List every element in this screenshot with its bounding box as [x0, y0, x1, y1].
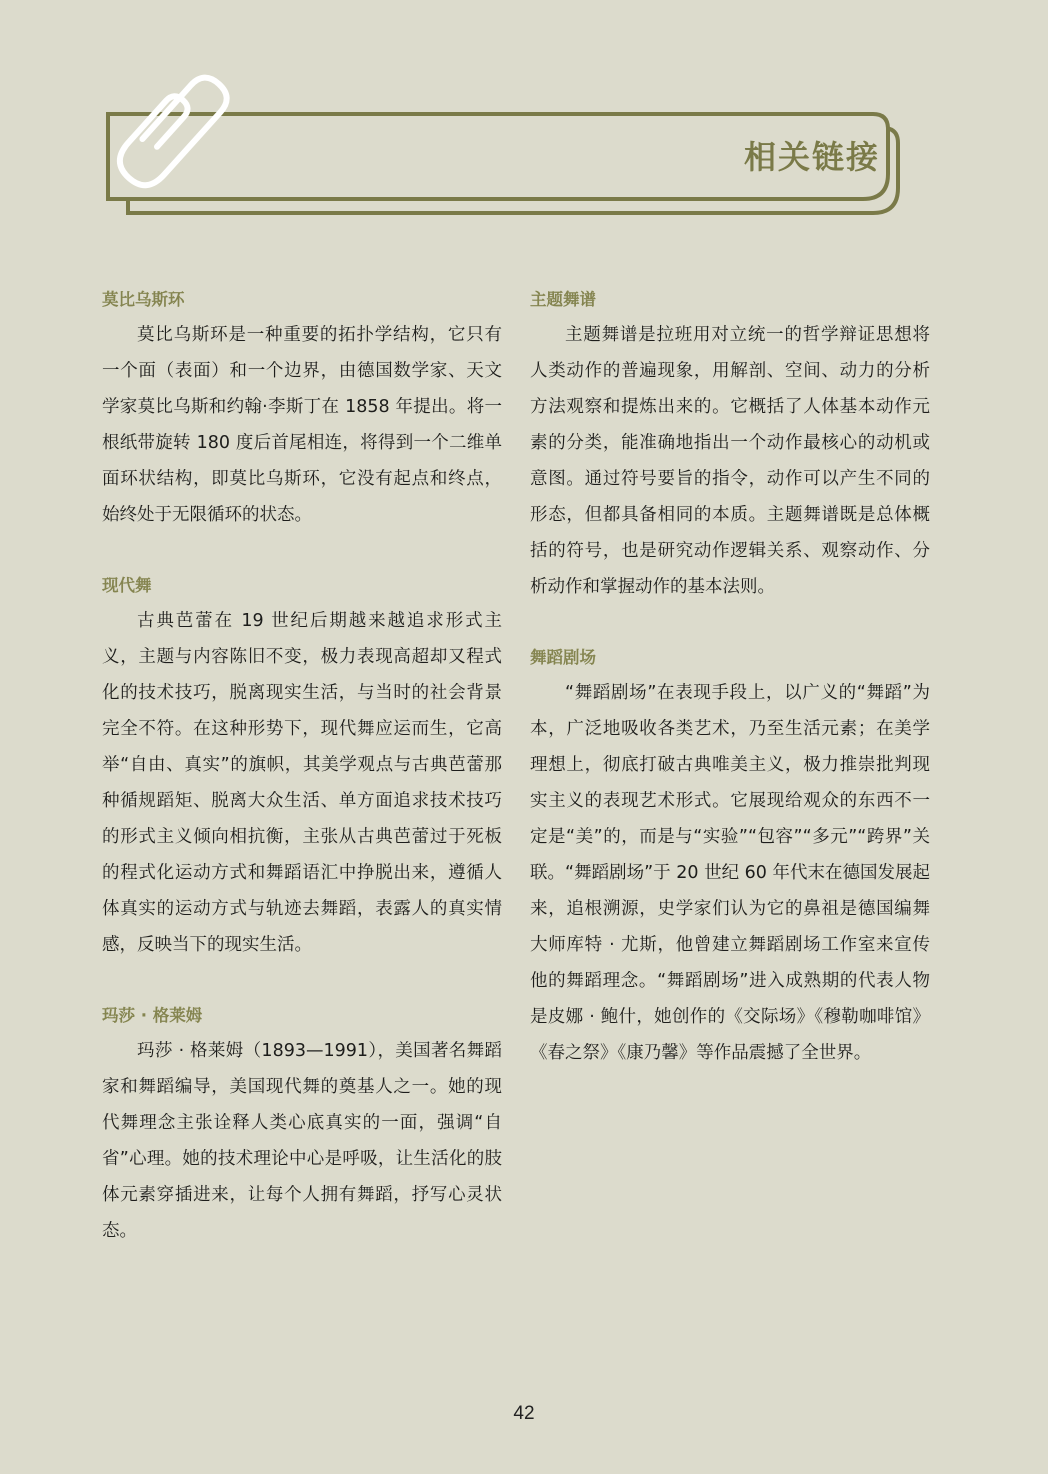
section-title: 主题舞谱	[530, 290, 596, 309]
section-body: 主题舞谱是拉班用对立统一的哲学辩证思想将人类动作的普遍现象，用解剖、空间、动力的分析方法观察和提炼出来的。它概括了人体基本动作元素的分类，能准确地指出一个动作最核心的动机或意图。通过符号要旨的指令，动作可以产生不同的形态，但都具备相同的本质。主题舞谱既是总体概括的符号，也是研究动作逻辑关系、观察动作、分析动作和掌握动作的基本法则。	[530, 325, 930, 597]
right-column	[530, 283, 930, 1107]
left-column	[102, 283, 502, 1285]
section-body: “舞蹈剧场”在表现手段上，以广义的“舞蹈”为本，广泛地吸收各类艺术，乃至生活元素；在美学理想上，彻底打破古典唯美主义，极力推崇批判现实主义的表现艺术形式。它展现给观众的东西不一定是“美”的，而是与“实验”“包容”“多元”“跨界”关联。“舞蹈剧场”于 20 世纪 60 年代末在德国发展起来，追根溯源，史学家们认为它的鼻祖是德国编舞大师库特 · 尤斯，他曾建立舞蹈剧场工作室来宣传他的舞蹈理念。“舞蹈剧场”进入成熟期的代表人物是皮娜 · 鲍什，她创作的《交际场》《穆勒咖啡馆》《春之祭》《康乃馨》等作品震撼了全世界。	[530, 683, 930, 1063]
section-dance-theatre	[530, 641, 930, 1071]
section-body: 莫比乌斯环是一种重要的拓扑学结构，它只有一个面（表面）和一个边界，由德国数学家、天文学家莫比乌斯和约翰·李斯丁在 1858 年提出。将一根纸带旋转 180 度后首尾相连，将得到一个二维单面环状结构，即莫比乌斯环，它没有起点和终点，始终处于无限循环的状态。	[102, 325, 502, 525]
section-mobius-strip	[102, 283, 502, 533]
section-title: 莫比乌斯环	[102, 290, 185, 309]
section-title: 现代舞	[102, 576, 152, 595]
page-number: 42	[513, 1403, 535, 1424]
section-body: 古典芭蕾在 19 世纪后期越来越追求形式主义，主题与内容陈旧不变，极力表现高超却又程式化的技术技巧，脱离现实生活，与当时的社会背景完全不符。在这种形势下，现代舞应运而生，它高举“自由、真实”的旗帜，其美学观点与古典芭蕾那种循规蹈矩、脱离大众生活、单方面追求技术技巧的形式主义倾向相抗衡，主张从古典芭蕾过于死板的程式化运动方式和舞蹈语汇中挣脱出来，遵循人体真实的运动方式与轨迹去舞蹈，表露人的真实情感，反映当下的现实生活。	[102, 611, 502, 955]
section-title: 玛莎 · 格莱姆	[102, 1006, 203, 1025]
banner-title: 相关链接	[743, 138, 880, 176]
section-modern-dance	[102, 569, 502, 963]
section-martha-graham	[102, 999, 502, 1249]
section-title: 舞蹈剧场	[530, 648, 596, 667]
section-body: 玛莎 · 格莱姆（1893—1991），美国著名舞蹈家和舞蹈编导，美国现代舞的奠基人之一。她的现代舞理念主张诠释人类心底真实的一面，强调“自省”心理。她的技术理论中心是呼吸，让生活化的肢体元素穿插进来，让每个人拥有舞蹈，抒写心灵状态。	[102, 1041, 502, 1241]
section-motif-notation	[530, 283, 930, 605]
